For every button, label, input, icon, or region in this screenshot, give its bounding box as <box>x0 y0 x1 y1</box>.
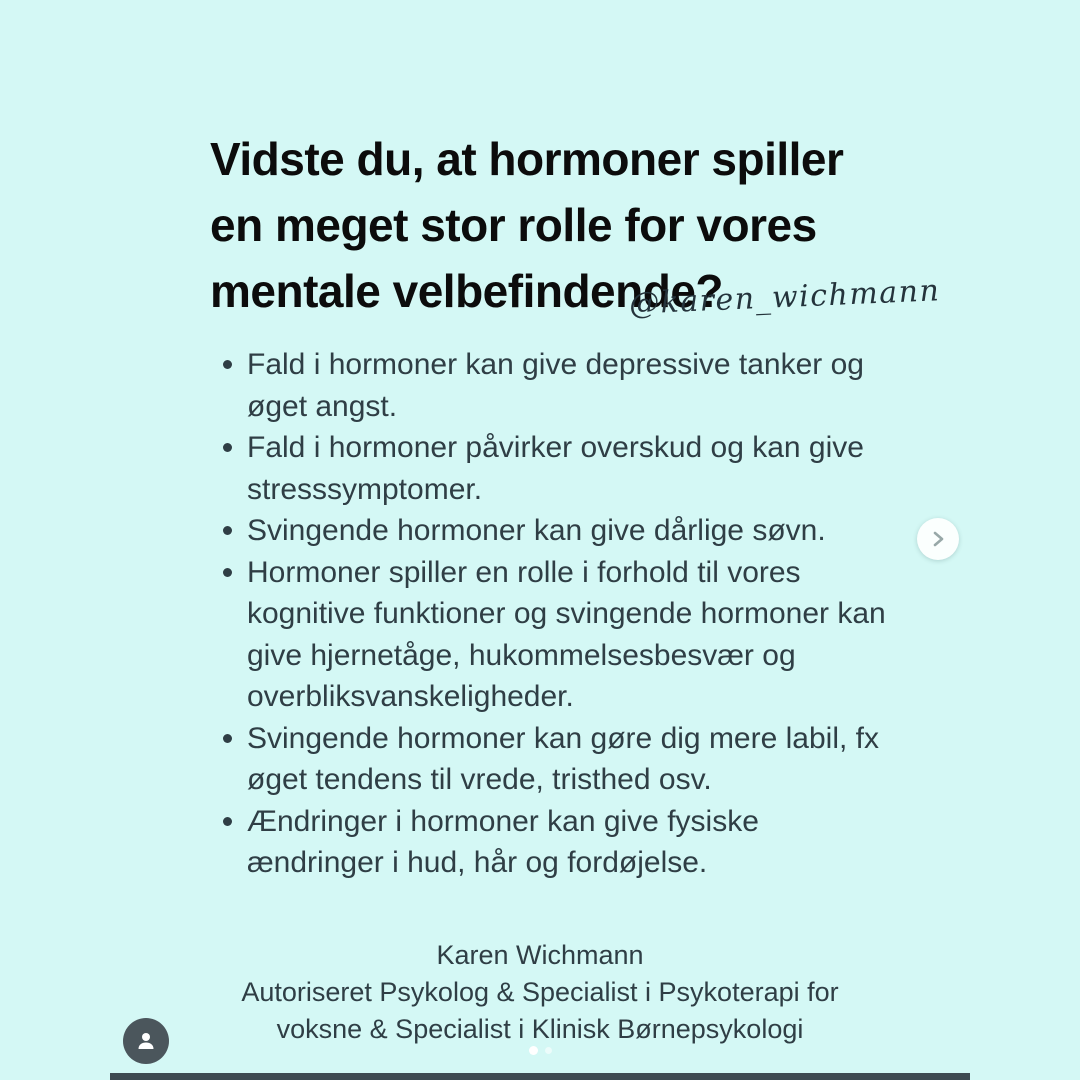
author-credentials-line-2: voksne & Specialist i Klinisk Børnepsykologi <box>276 1014 804 1044</box>
carousel-dot <box>545 1047 552 1054</box>
list-item: Svingende hormoner kan gøre dig mere labil, fx øget tendens til vrede, tristhed osv. <box>220 718 888 801</box>
list-item: Ændringer i hormoner kan give fysiske ændringer i hud, hår og fordøjelse. <box>220 801 888 884</box>
chevron-right-icon <box>928 529 948 549</box>
carousel-next-button[interactable] <box>917 518 959 560</box>
bullet-list <box>220 344 888 884</box>
list-item: Fald i hormoner kan give depressive tanker og øget angst. <box>220 344 888 427</box>
tagged-users-button[interactable] <box>123 1018 169 1064</box>
heading-line-2: en meget stor rolle for vores <box>210 198 817 251</box>
list-item: Fald i hormoner påvirker overskud og kan give stresssymptomer. <box>220 427 888 510</box>
bottom-ui-strip <box>110 1073 970 1080</box>
list-item: Svingende hormoner kan give dårlige søvn. <box>220 510 888 552</box>
author-name: Karen Wichmann <box>436 940 644 970</box>
carousel-dots <box>0 1046 1080 1055</box>
heading-line-1: Vidste du, at hormoner spiller <box>210 132 844 185</box>
heading-line-3: mentale velbefindende? <box>210 264 724 317</box>
author-credentials-line-1: Autoriseret Psykolog & Specialist i Psykoterapi for <box>241 977 839 1007</box>
carousel-dot-active <box>529 1046 538 1055</box>
list-item: Hormoner spiller en rolle i forhold til vores kognitive funktioner og svingende hormoner kan give hjernetåge, hukommelsesbesvær og overbliksvanskeligheder. <box>220 552 888 718</box>
author-handle-signature: @karen_wichmann <box>628 273 941 322</box>
